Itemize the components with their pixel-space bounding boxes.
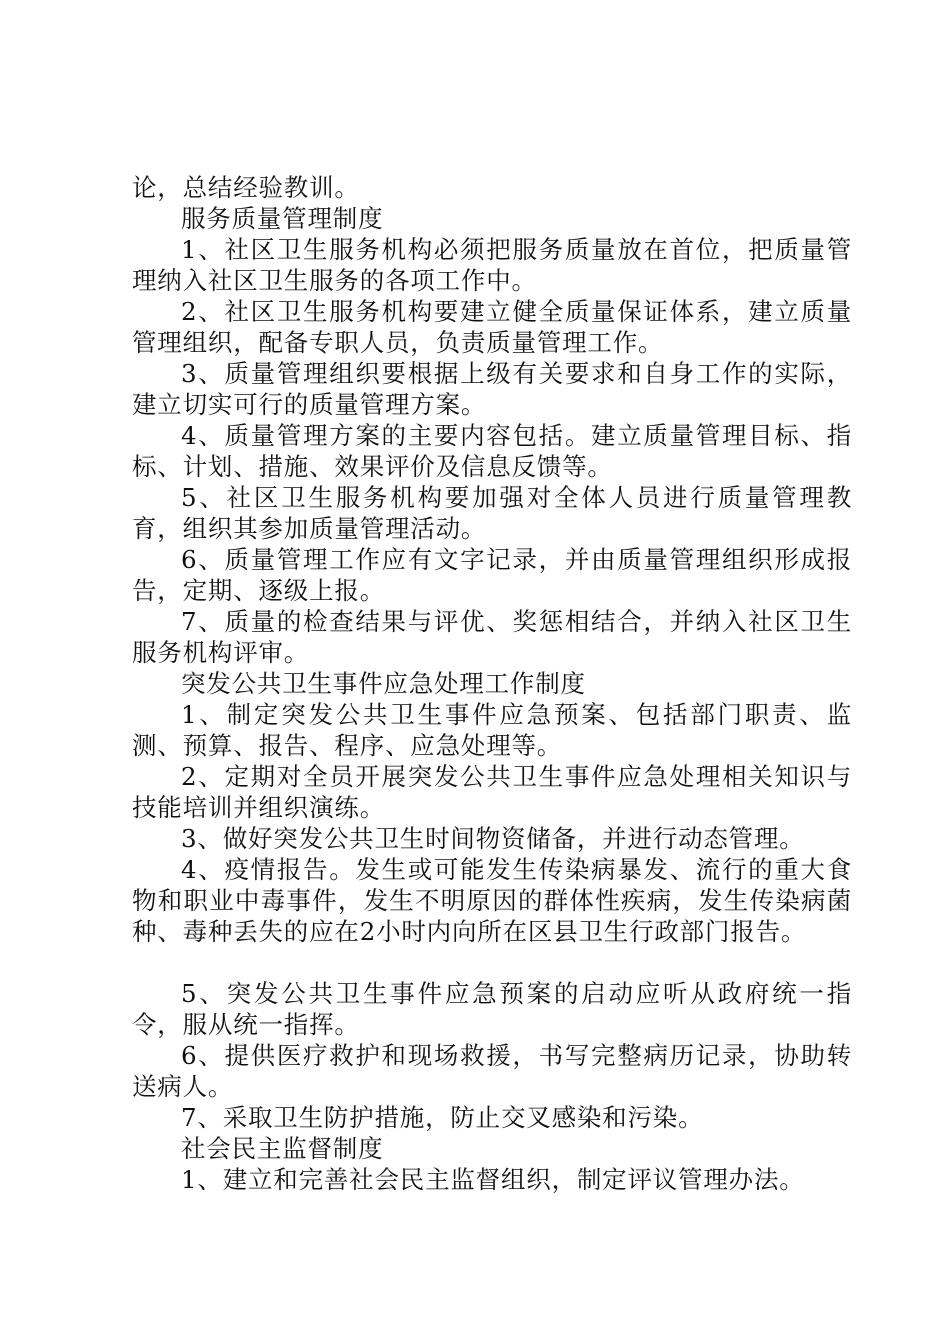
paragraph: 2、定期对全员开展突发公共卫生事件应急处理相关知识与技能培训并组织演练。: [132, 762, 852, 822]
paragraph: 1、制定突发公共卫生事件应急预案、包括部门职责、监测、预算、报告、程序、应急处理等。: [132, 700, 852, 760]
paragraph: 4、质量管理方案的主要内容包括。建立质量管理目标、指标、计划、措施、效果评价及信息反馈等。: [132, 421, 852, 481]
paragraph: 3、做好突发公共卫生时间物资储备，并进行动态管理。: [181, 824, 805, 853]
paragraph: 6、提供医疗救护和现场救援，书写完整病历记录，协助转送病人。: [132, 1041, 852, 1101]
paragraph: 5、社区卫生服务机构要加强对全体人员进行质量管理教育，组织其参加质量管理活动。: [132, 483, 852, 543]
paragraph: 5、突发公共卫生事件应急预案的启动应听从政府统一指令，服从统一指挥。: [132, 979, 852, 1039]
paragraph: 1、社区卫生服务机构必须把服务质量放在首位，把质量管理纳入社区卫生服务的各项工作中。: [132, 235, 852, 295]
section-heading-service-quality: 服务质量管理制度: [181, 204, 384, 233]
paragraph-continuation: 论，总结经验教训。: [132, 173, 360, 202]
blank-line: [132, 947, 852, 978]
document-body: [132, 172, 852, 1195]
section-heading-emergency: 突发公共卫生事件应急处理工作制度: [181, 669, 586, 698]
paragraph: 2、社区卫生服务机构要建立健全质量保证体系，建立质量管理组织，配备专职人员，负责质量管理工作。: [132, 297, 852, 357]
paragraph: 6、质量管理工作应有文字记录，并由质量管理组织形成报告，定期、逐级上报。: [132, 545, 852, 605]
paragraph: 7、采取卫生防护措施，防止交叉感染和污染。: [181, 1103, 704, 1132]
section-heading-democratic-supervision: 社会民主监督制度: [181, 1134, 384, 1163]
paragraph: 3、质量管理组织要根据上级有关要求和自身工作的实际，建立切实可行的质量管理方案。: [132, 359, 852, 419]
paragraph: 4、疫情报告。发生或可能发生传染病暴发、流行的重大食物和职业中毒事件，发生不明原因的群体性疾病，发生传染病菌种、毒种丢失的应在2小时内向所在区县卫生行政部门报告。: [132, 855, 852, 946]
paragraph: 1、建立和完善社会民主监督组织，制定评议管理办法。: [181, 1165, 805, 1194]
paragraph: 7、质量的检查结果与评优、奖惩相结合，并纳入社区卫生服务机构评审。: [132, 607, 852, 667]
